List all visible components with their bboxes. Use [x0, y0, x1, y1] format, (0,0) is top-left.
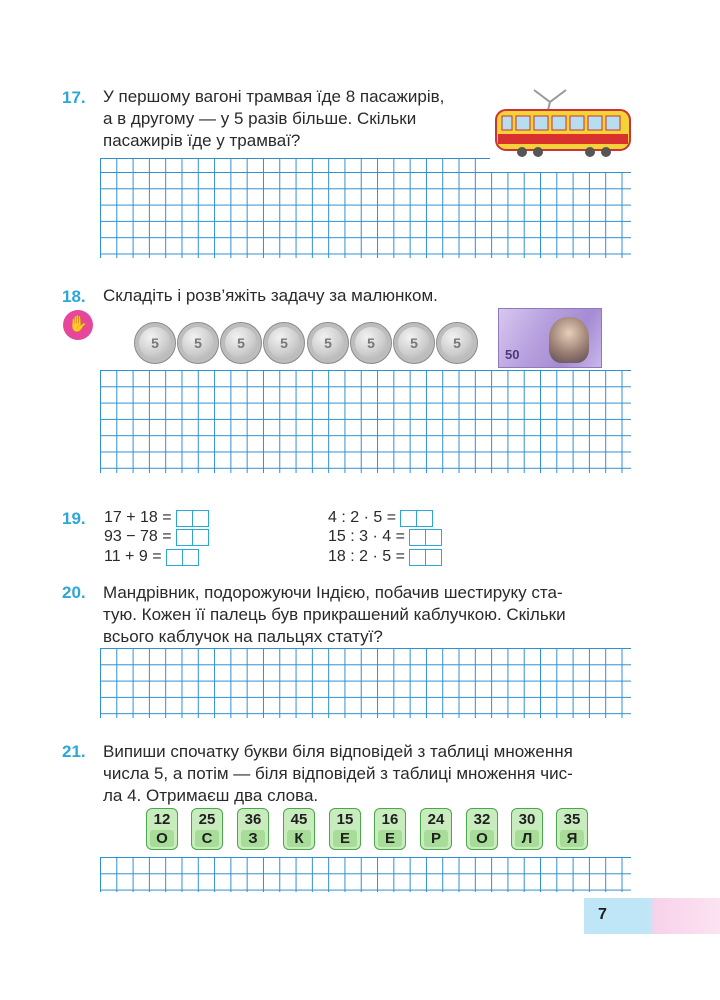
coin: 5 — [177, 322, 219, 364]
card-letter: С — [195, 830, 219, 847]
task-21-number: 21. — [62, 742, 86, 761]
answer-box[interactable] — [409, 549, 442, 566]
task-18-answer-grid[interactable] — [100, 370, 631, 473]
equation-text: 93 − 78 = — [104, 528, 172, 545]
answer-box[interactable] — [400, 510, 433, 527]
card-letter: О — [470, 830, 494, 847]
answer-box[interactable] — [176, 510, 209, 527]
page-number-tab-inner — [584, 898, 650, 934]
task-20-line: всього каблучок на пальцях статуї? — [103, 627, 383, 646]
coin: 5 — [263, 322, 305, 364]
task-17-line: пасажирів їде у трамваї? — [103, 131, 301, 150]
card-number: 16 — [381, 811, 399, 828]
task-20-number: 20. — [62, 583, 86, 602]
answer-box[interactable] — [166, 549, 199, 566]
coin: 5 — [393, 322, 435, 364]
equation — [104, 509, 209, 527]
task-21-line: числа 5, а потім — біля відповідей з таблиці множення чис- — [103, 764, 573, 783]
task-20-line: тую. Кожен її палець був прикрашений каблучкою. Скільки — [103, 605, 566, 624]
task-21-line: ла 4. Отримаєш два слова. — [103, 786, 319, 805]
coin: 5 — [436, 322, 478, 364]
card-number: 35 — [563, 811, 581, 828]
card-letter: Р — [424, 830, 448, 847]
letter-card — [283, 808, 315, 850]
equation-text: 4 : 2 · 5 = — [328, 509, 397, 526]
task-20-line: Мандрівник, подорожуючи Індією, побачив шестируку ста- — [103, 583, 563, 602]
equation-text: 15 : 3 · 4 = — [328, 528, 405, 545]
letter-card — [511, 808, 543, 850]
card-letter: З — [241, 830, 265, 847]
page-number: 7 — [598, 906, 607, 923]
banknote-value: 50 — [505, 347, 520, 362]
page-number-tab — [584, 898, 720, 934]
letter-card — [146, 808, 178, 850]
coin: 5 — [307, 322, 349, 364]
equation — [328, 509, 433, 527]
coin: 5 — [220, 322, 262, 364]
equation — [104, 528, 209, 546]
card-letter: Я — [560, 830, 584, 847]
equation-text: 17 + 18 = — [104, 509, 172, 526]
card-number: 45 — [290, 811, 308, 828]
coin: 5 — [350, 322, 392, 364]
task-21-answer-grid[interactable] — [100, 857, 631, 892]
equation-text: 18 : 2 · 5 = — [328, 548, 405, 565]
answer-box[interactable] — [409, 529, 442, 546]
card-letter: Л — [515, 830, 539, 847]
banknote — [498, 308, 602, 368]
equation — [328, 548, 442, 566]
letter-card — [329, 808, 361, 850]
task-17-number: 17. — [62, 88, 86, 107]
task-21-line: Випиши спочатку букви біля відповідей з таблиці множення — [103, 742, 573, 761]
task-18-number: 18. — [62, 287, 86, 306]
letter-card — [556, 808, 588, 850]
equation — [104, 548, 199, 566]
pair-work-icon: ✋ — [63, 310, 93, 340]
task-18-text: Складіть і розв’яжіть задачу за малюнком. — [103, 286, 438, 305]
task-17-line: У першому вагоні трамвая їде 8 пасажирів, — [103, 87, 445, 106]
banknote-portrait — [549, 317, 589, 363]
card-number: 36 — [244, 811, 262, 828]
task-17-text — [103, 86, 444, 152]
card-number: 32 — [473, 811, 491, 828]
task-19-number: 19. — [62, 509, 86, 528]
card-number: 24 — [427, 811, 445, 828]
card-number: 12 — [153, 811, 171, 828]
card-number: 30 — [518, 811, 536, 828]
coin: 5 — [134, 322, 176, 364]
card-number: 15 — [336, 811, 354, 828]
card-letter: О — [150, 830, 174, 847]
card-letter: Е — [378, 830, 402, 847]
letter-card — [374, 808, 406, 850]
card-letter: Е — [333, 830, 357, 847]
task-20-answer-grid[interactable] — [100, 648, 631, 718]
task-17-line: а в другому — у 5 разів більше. Скільки — [103, 109, 417, 128]
letter-card — [466, 808, 498, 850]
equation-text: 11 + 9 = — [104, 548, 162, 565]
answer-box[interactable] — [176, 529, 209, 546]
tram-illustration — [494, 86, 634, 158]
card-letter: К — [287, 830, 311, 847]
task-20-text — [103, 582, 566, 648]
task-21-text — [103, 741, 573, 807]
card-number: 25 — [198, 811, 216, 828]
task-17-answer-grid[interactable] — [100, 172, 631, 258]
letter-card — [191, 808, 223, 850]
equation — [328, 528, 442, 546]
letter-card — [237, 808, 269, 850]
letter-card — [420, 808, 452, 850]
